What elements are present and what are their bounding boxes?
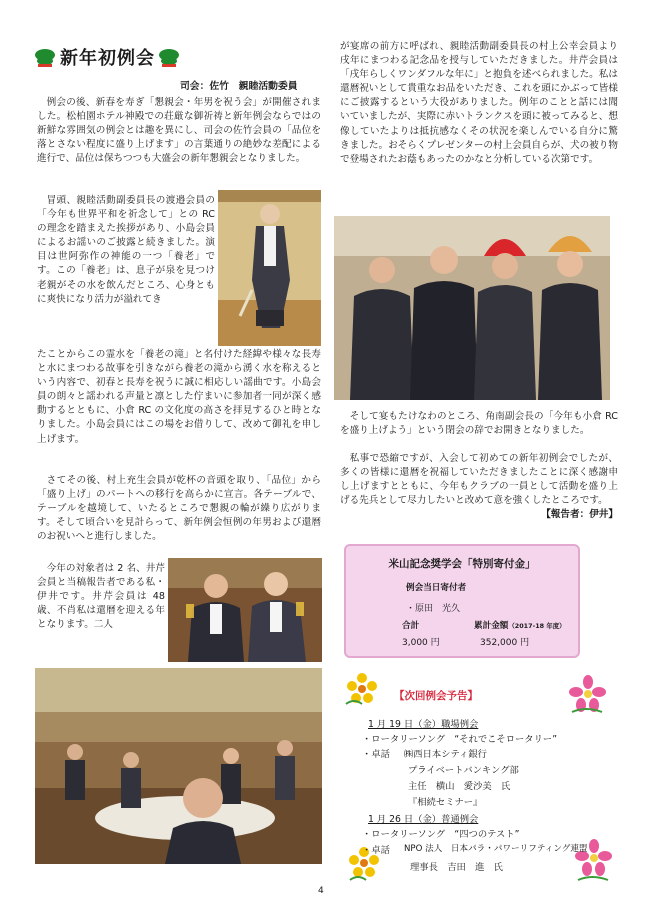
next-meeting-title: 【次回例会予告】 [394, 690, 478, 702]
section-title [32, 40, 182, 72]
donation-box [344, 544, 580, 658]
paragraph-intro: 例会の後、新春を寿ぎ「懇親会・年男を祝う会」が開催されました。松柏園ホテル神殿での荘厳な御祈祷と新年例会ならではの新鮮な雰囲気の例会とは趣を異にし、司会の佐竹会員の「品位を落とさない程度に盛り上げます」の言葉通りの絶妙な差配による進行で、品位は保ちつつも大盛会の新年懇親会となりました。 [37, 97, 321, 165]
donation-subtitle: 例会当日寄付者 [406, 583, 467, 593]
paragraph-honorees: 今年の対象者は 2 名、井芹会員と当稿報告者である私・伊井です。井芹会員は 48 歳、不肖私は還暦を迎える年となります。二人 [37, 563, 165, 631]
paragraph-noh: たことからこの霊水を「養老の滝」と名付けた経緯や様々な長寿と水にまつわる故事を引きながら養老の滝から湧く水を称えるという内容で、初春と長寿を祝うに誠に相応しい謡曲です。小島会員の朗々と謡われる声量と凛とした佇まいに参加者一同が深く感動するとともに、小倉 RC の文化度の高さを拝見するひと時となりました。小島会員にはこの場をお借りして、改めて御礼を申し上げます。 [37, 349, 321, 445]
paragraph-opening: 冒頭、親睦活動副委員長の渡邉会員の「今年も世界平和を祈念して」との RC の理念を踏まえた挨拶があり、小島会員によるお謡いのご披露と続きました。演目は世阿弥作の神能の一つ「養老」です。この「養老」は、息子が泉を見つけ老親がその水を飲んだところ、心身ともに爽快になり活力が溢れてき [37, 195, 215, 305]
total-label: 合計 [402, 621, 420, 631]
meeting-1-theme: 『相続セミナー』 [408, 797, 483, 808]
paragraph-ceremony: が宴席の前方に呼ばれ、親睦活動副委員長の村上公幸会員より戌年にまつわる記念品を授与していただきました。井芹会員は「戌年らしくワンダフルな年に」と抱負を述べられました。私は還暦祝いとして貴重なお品をいただき、これを頭にかぶって皆様にご披露するという大役がありました。例年のことと話には聞いていましたが、実際に赤いトランクスを頭に被ってみると、想像していたよりは抵抗感なくその状況を楽しんでいる自分に驚きました。おそらくプレゼンターの村上会員自らが、犬の被り物で登場されたお蔭もあったのかなと分析している次第です。 [340, 41, 618, 165]
pine-icon [34, 46, 56, 68]
cumulative-period: （2017-18 年度） [508, 622, 566, 630]
photo-banquet [35, 668, 322, 864]
meeting-2-org: NPO 法人 日本パラ・パワーリフティング連盟 [404, 844, 588, 854]
meeting-1-org: ㈱西日本シティ銀行 [404, 749, 487, 760]
meeting-2-date: 1 月 26 日（金）普通例会 [368, 814, 479, 825]
paragraph-thanks: 私事で恐縮ですが、入会して初めての新年初例会でしたが、多くの皆様に還暦を祝福していただきましたことに深く感謝申し上げますとともに、今年もクラブの一員として活動を盛り上げる先兵として尽力したいと改めて意を強くしたところです。 【報告者：伊井】 [340, 452, 618, 522]
total-value: 3,000 円 [402, 638, 440, 648]
photo-honorees [334, 216, 610, 400]
moderator-line: 司会：佐竹 親睦活動委員 [180, 81, 298, 92]
paragraph-closing: そして宴もたけなわのところ、角南副会長の「今年も小倉 RC を盛り上げよう」という閉会の辞でお開きとなりました。 [340, 411, 618, 437]
meeting-2-person: 理事長 吉田 進 氏 [410, 862, 503, 873]
cumulative-label: 累計金額（2017-18 年度） [474, 621, 566, 631]
pine-icon [158, 46, 180, 68]
donation-title: 米山記念奨学会「特別寄付金」 [388, 558, 536, 570]
reporter-credit: 【報告者：伊井】 [541, 509, 618, 521]
cumulative-value: 352,000 円 [480, 638, 530, 648]
meeting-1-date: 1 月 19 日（金）職場例会 [368, 719, 479, 730]
page-number: 4 [318, 886, 324, 896]
meeting-2-talk-label: ・卓話 [362, 845, 390, 856]
page-title: 新年初例会 [60, 48, 155, 69]
meeting-1-dept: プライベートバンキング部 [408, 765, 519, 776]
paragraph-toast: さてその後、村上充生会員が乾杯の音頭を取り、「品位」から「盛り上げ」のパートへの移行を高らかに宣言。各テーブルで、テーブルを越境して、いたるところで懇親の輪が繰り広がります。そして頃合いを見計らって、新年例会恒例の年男および還暦のお祝いへと進行しました。 [37, 475, 321, 543]
flower-yellow-icon [342, 668, 382, 708]
meeting-1-person: 主任 横山 愛沙美 氏 [408, 781, 511, 792]
flower-pink-icon [566, 672, 610, 716]
photo-noh-performer [218, 190, 321, 346]
meeting-1-talk-label: ・卓話 [362, 749, 390, 760]
meeting-1-song: ・ロータリーソング “それでこそロータリー” [362, 734, 558, 745]
meeting-2-song: ・ロータリーソング “四つのテスト” [362, 829, 520, 840]
donor-name: ・原田 光久 [406, 604, 461, 614]
photo-toast [168, 558, 322, 662]
